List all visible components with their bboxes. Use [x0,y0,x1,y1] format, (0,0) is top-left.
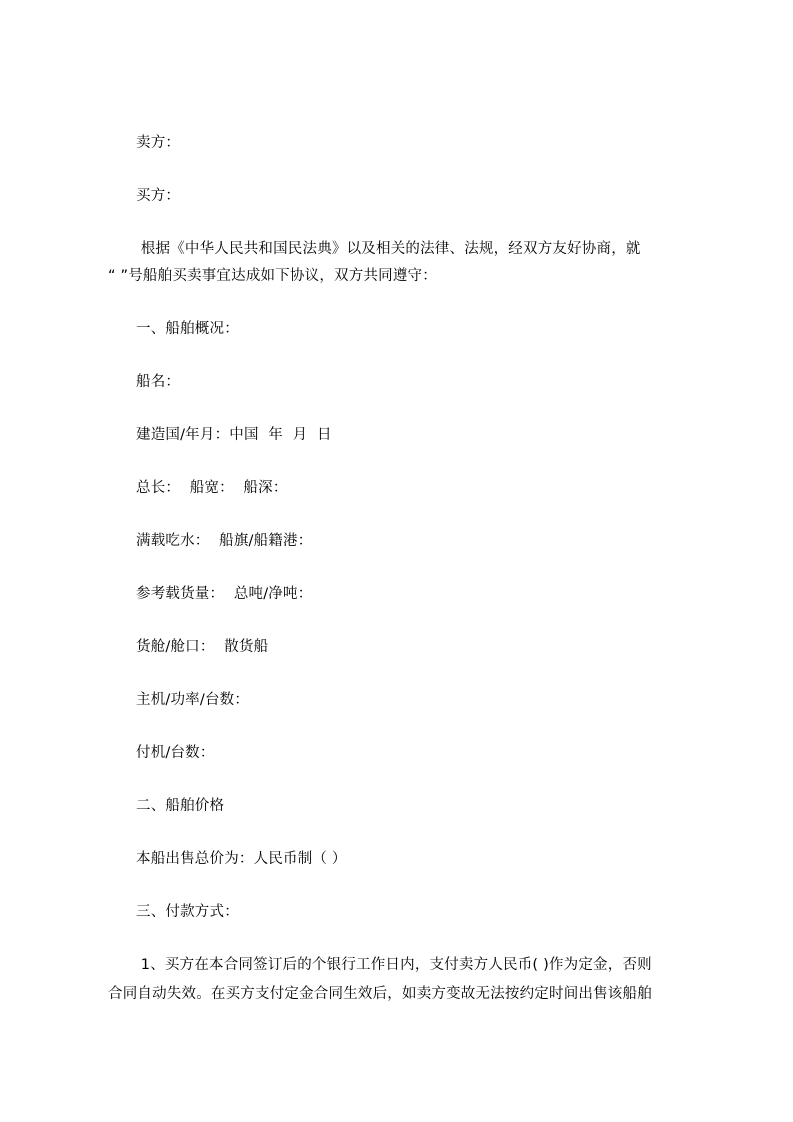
intro-paragraph-line-2: “ ”号船舶买卖事宜达成如下协议，双方共同遵守： [108,268,437,284]
intro-paragraph-line-1: 根据《中华人民共和国民法典》以及相关的法律、法规，经双方友好协商，就 [136,241,641,257]
buyer-line: 买方： [136,188,181,204]
total-price-field: 本船出售总价为：人民币制（ ） [136,851,347,867]
section-2-heading: 二、船舶价格 [136,798,225,814]
main-engine-field: 主机/功率/台数： [136,692,250,708]
ship-name-field: 船名： [136,374,181,390]
build-country-date-field: 建造国/年月：中国 年 月 日 [136,427,332,443]
section-1-heading: 一、船舶概况： [136,321,239,337]
capacity-field: 参考载货量： 总吨/净吨： [136,586,313,602]
clause-1-line-2: 合同自动失效。在买方支付定金合同生效后，如卖方变故无法按约定时间出售该船舶 [108,986,652,1002]
hold-field: 货舱/舱口： 散货船 [136,639,269,655]
aux-engine-field: 付机/台数： [136,745,215,761]
draft-flag-field: 满载吃水： 船旗/船籍港： [136,533,313,549]
dimensions-field: 总长： 船宽： 船深： [136,480,288,496]
seller-line: 卖方： [136,135,181,151]
clause-1-line-1: 1、买方在本合同签订后的个银行工作日内，支付卖方人民币( )作为定金，否则 [136,957,652,973]
section-3-heading: 三、付款方式： [136,904,239,920]
